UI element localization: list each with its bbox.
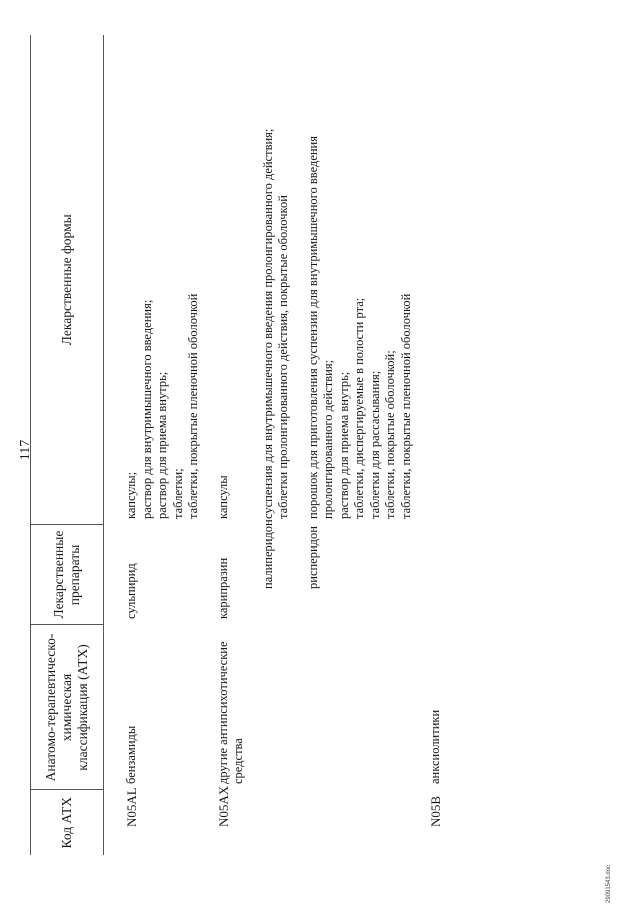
table-row [104, 35, 216, 855]
form-item: таблетки пролонгированного действия, покрытые оболочкой [276, 195, 290, 519]
atc-classification: другие антипсихотические средства [215, 641, 245, 784]
form-item: таблетки, покрытые пленочной оболочкой [186, 293, 200, 519]
form-item: таблетки; [170, 468, 185, 519]
table-row [216, 35, 261, 855]
form-item: раствор для приема внутрь; [155, 371, 169, 519]
form-item: таблетки, покрытые оболочкой; [383, 350, 397, 519]
header-code: Код АТХ [31, 790, 104, 855]
form-item: суспензия для внутримышечного введения пролонгированного действия; [260, 128, 275, 519]
header-drugs: Лекарственные препараты [31, 525, 104, 625]
form-item: раствор для приема внутрь; [336, 371, 351, 519]
drug-name: карипразин [215, 557, 230, 619]
form-item: капсулы; [124, 471, 138, 519]
form-item: таблетки, покрытые пленочной оболочкой [398, 293, 413, 519]
table-row [306, 35, 429, 855]
drug-name: рисперидон [305, 526, 320, 589]
atc-classification: бензамиды [124, 725, 138, 784]
drug-forms [261, 35, 306, 525]
drug-name: палиперидон [260, 519, 275, 589]
drug-forms [306, 35, 429, 525]
drug-forms [104, 35, 216, 525]
form-item: капсулы [215, 475, 230, 519]
drug-table [30, 35, 458, 855]
table-header-row [31, 35, 104, 855]
header-classification: Анатомо-терапевтическо-химическая классификация (АТХ) [31, 625, 104, 790]
form-item: таблетки, диспергируемые в полости рта; [352, 297, 366, 519]
page-number: 117 [18, 439, 33, 461]
form-item: таблетки для рассасывания; [367, 370, 382, 519]
table-row [428, 35, 458, 855]
atc-code: N05AL [124, 787, 139, 827]
drug-forms [216, 35, 261, 525]
drug-name: сульпирид [124, 563, 138, 619]
header-forms: Лекарственные формы [31, 35, 104, 525]
table-row [261, 35, 306, 855]
form-item: раствор для внутримышечного введения; [139, 299, 154, 519]
atc-code: N05AX [215, 785, 231, 827]
atc-code: N05B [428, 795, 443, 827]
form-item: порошок для приготовления суспензии для внутримышечного введения пролонгированного действия; [305, 136, 335, 519]
atc-classification: анксиолитики [428, 709, 442, 784]
document-file-id: 29091543.doc [606, 864, 612, 903]
